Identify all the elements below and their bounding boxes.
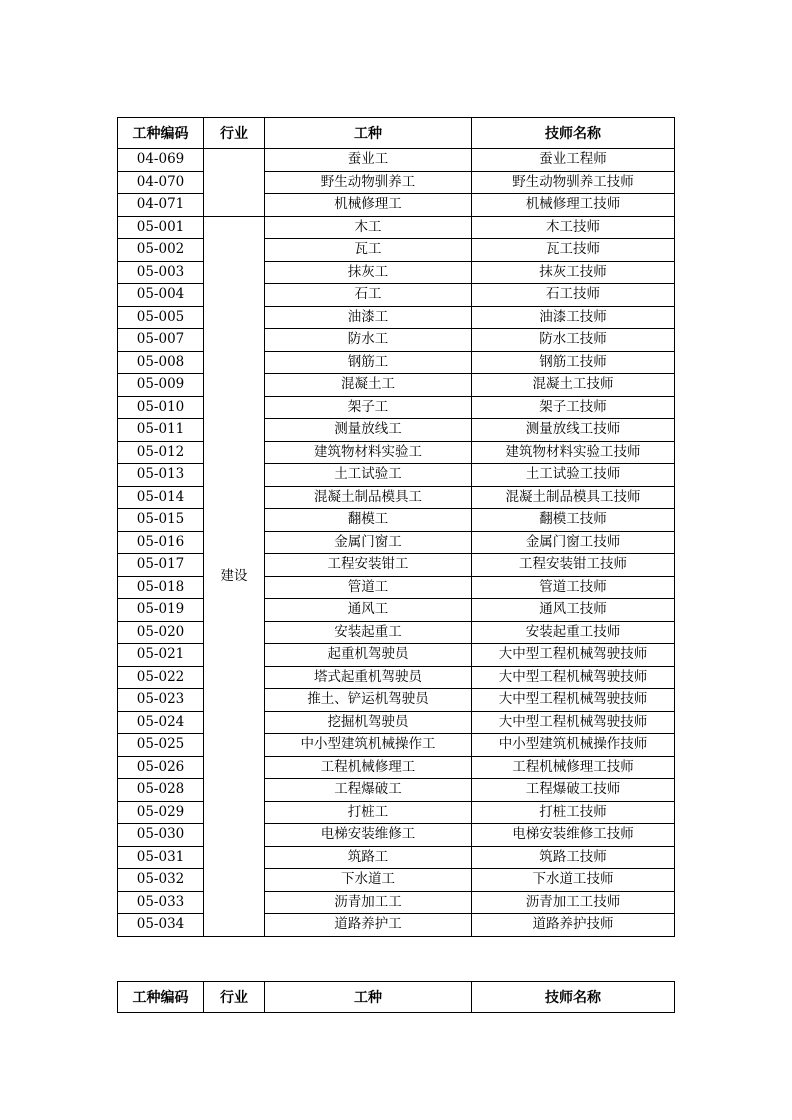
cell-technician: 筑路工技师 [472,846,675,869]
cell-code: 05-023 [118,689,204,712]
table-row [118,486,675,509]
cell-job: 瓦工 [265,239,472,262]
cell-job: 架子工 [265,396,472,419]
cell-job: 通风工 [265,599,472,622]
header-industry: 行业 [204,982,265,1013]
table-row [118,149,675,172]
cell-code: 05-012 [118,441,204,464]
table-row [118,914,675,937]
job-technician-table [117,117,675,937]
table-row [118,441,675,464]
table-row [118,284,675,307]
header-job: 工种 [265,982,472,1013]
table-row [118,621,675,644]
cell-code: 05-013 [118,464,204,487]
table-row [118,756,675,779]
header-technician: 技师名称 [472,118,675,149]
cell-job: 石工 [265,284,472,307]
table-row [118,194,675,217]
header-technician: 技师名称 [472,982,675,1013]
table-row [118,171,675,194]
cell-technician: 工程机械修理工技师 [472,756,675,779]
cell-technician: 大中型工程机械驾驶技师 [472,666,675,689]
table-row [118,689,675,712]
cell-code: 05-031 [118,846,204,869]
table-row [118,554,675,577]
cell-job: 起重机驾驶员 [265,644,472,667]
cell-technician: 管道工技师 [472,576,675,599]
table-header-row [118,118,675,149]
cell-job: 安装起重工 [265,621,472,644]
cell-technician: 工程爆破工技师 [472,779,675,802]
cell-job: 翻模工 [265,509,472,532]
cell-job: 油漆工 [265,306,472,329]
cell-code: 05-019 [118,599,204,622]
header-code: 工种编码 [118,118,204,149]
cell-technician: 土工试验工技师 [472,464,675,487]
cell-code: 05-018 [118,576,204,599]
cell-technician: 钢筋工技师 [472,351,675,374]
cell-technician: 机械修理工技师 [472,194,675,217]
cell-job: 工程安装钳工 [265,554,472,577]
table-row [118,644,675,667]
cell-technician: 防水工技师 [472,329,675,352]
cell-job: 混凝土工 [265,374,472,397]
cell-technician: 建筑物材料实验工技师 [472,441,675,464]
cell-code: 05-007 [118,329,204,352]
cell-code: 05-033 [118,891,204,914]
cell-technician: 石工技师 [472,284,675,307]
cell-technician: 蚕业工程师 [472,149,675,172]
cell-technician: 金属门窗工技师 [472,531,675,554]
cell-job: 土工试验工 [265,464,472,487]
cell-code: 05-009 [118,374,204,397]
table-row [118,396,675,419]
cell-technician: 翻模工技师 [472,509,675,532]
cell-code: 05-030 [118,824,204,847]
cell-job: 工程爆破工 [265,779,472,802]
cell-technician: 沥青加工工技师 [472,891,675,914]
cell-job: 中小型建筑机械操作工 [265,734,472,757]
cell-code: 05-026 [118,756,204,779]
cell-job: 木工 [265,216,472,239]
cell-code: 05-014 [118,486,204,509]
table-row [118,891,675,914]
cell-code: 05-001 [118,216,204,239]
cell-code: 05-028 [118,779,204,802]
cell-job: 打桩工 [265,801,472,824]
table-row [118,509,675,532]
cell-technician: 野生动物驯养工技师 [472,171,675,194]
cell-technician: 下水道工技师 [472,869,675,892]
cell-job: 蚕业工 [265,149,472,172]
table-row [118,734,675,757]
cell-technician: 道路养护技师 [472,914,675,937]
header-industry: 行业 [204,118,265,149]
cell-code: 05-016 [118,531,204,554]
cell-industry [204,149,265,217]
cell-job: 筑路工 [265,846,472,869]
cell-code: 05-022 [118,666,204,689]
cell-code: 05-034 [118,914,204,937]
table-row [118,351,675,374]
cell-technician: 瓦工技师 [472,239,675,262]
cell-technician: 混凝土制品模具工技师 [472,486,675,509]
cell-code: 05-005 [118,306,204,329]
cell-code: 04-071 [118,194,204,217]
cell-code: 05-025 [118,734,204,757]
cell-code: 05-008 [118,351,204,374]
cell-technician: 木工技师 [472,216,675,239]
cell-code: 05-011 [118,419,204,442]
cell-job: 抹灰工 [265,261,472,284]
job-technician-table-continued [117,981,675,1013]
cell-job: 机械修理工 [265,194,472,217]
cell-code: 05-024 [118,711,204,734]
table-row [118,419,675,442]
table-row [118,576,675,599]
cell-job: 推土、铲运机驾驶员 [265,689,472,712]
table-row [118,846,675,869]
cell-technician: 打桩工技师 [472,801,675,824]
cell-technician: 架子工技师 [472,396,675,419]
cell-job: 野生动物驯养工 [265,171,472,194]
table-row [118,711,675,734]
header-job: 工种 [265,118,472,149]
table-row [118,666,675,689]
cell-code: 05-015 [118,509,204,532]
cell-job: 下水道工 [265,869,472,892]
cell-code: 05-029 [118,801,204,824]
table-row [118,216,675,239]
cell-code: 05-010 [118,396,204,419]
table-row [118,239,675,262]
table-row [118,464,675,487]
cell-technician: 工程安装钳工技师 [472,554,675,577]
cell-code: 05-004 [118,284,204,307]
table-header-row [118,982,675,1013]
cell-technician: 测量放线工技师 [472,419,675,442]
table-row [118,374,675,397]
cell-job: 道路养护工 [265,914,472,937]
cell-job: 挖掘机驾驶员 [265,711,472,734]
cell-code: 05-002 [118,239,204,262]
cell-job: 塔式起重机驾驶员 [265,666,472,689]
cell-technician: 中小型建筑机械操作技师 [472,734,675,757]
table-row [118,531,675,554]
cell-job: 测量放线工 [265,419,472,442]
table-row [118,824,675,847]
cell-technician: 大中型工程机械驾驶技师 [472,711,675,734]
cell-code: 05-021 [118,644,204,667]
cell-technician: 安装起重工技师 [472,621,675,644]
cell-code: 05-032 [118,869,204,892]
cell-job: 电梯安装维修工 [265,824,472,847]
cell-job: 管道工 [265,576,472,599]
table-row [118,779,675,802]
cell-technician: 大中型工程机械驾驶技师 [472,644,675,667]
cell-technician: 混凝土工技师 [472,374,675,397]
cell-industry: 建设 [204,216,265,936]
table-body [118,149,675,937]
cell-job: 钢筋工 [265,351,472,374]
cell-job: 沥青加工工 [265,891,472,914]
cell-job: 金属门窗工 [265,531,472,554]
cell-technician: 抹灰工技师 [472,261,675,284]
table-row [118,801,675,824]
table-row [118,329,675,352]
table-row [118,306,675,329]
cell-technician: 大中型工程机械驾驶技师 [472,689,675,712]
cell-code: 04-069 [118,149,204,172]
table-row [118,869,675,892]
cell-job: 防水工 [265,329,472,352]
cell-job: 混凝土制品模具工 [265,486,472,509]
cell-code: 05-017 [118,554,204,577]
cell-code: 04-070 [118,171,204,194]
table-row [118,261,675,284]
cell-technician: 通风工技师 [472,599,675,622]
cell-job: 工程机械修理工 [265,756,472,779]
cell-technician: 电梯安装维修工技师 [472,824,675,847]
header-code: 工种编码 [118,982,204,1013]
cell-code: 05-020 [118,621,204,644]
cell-code: 05-003 [118,261,204,284]
table-row [118,599,675,622]
cell-technician: 油漆工技师 [472,306,675,329]
cell-job: 建筑物材料实验工 [265,441,472,464]
